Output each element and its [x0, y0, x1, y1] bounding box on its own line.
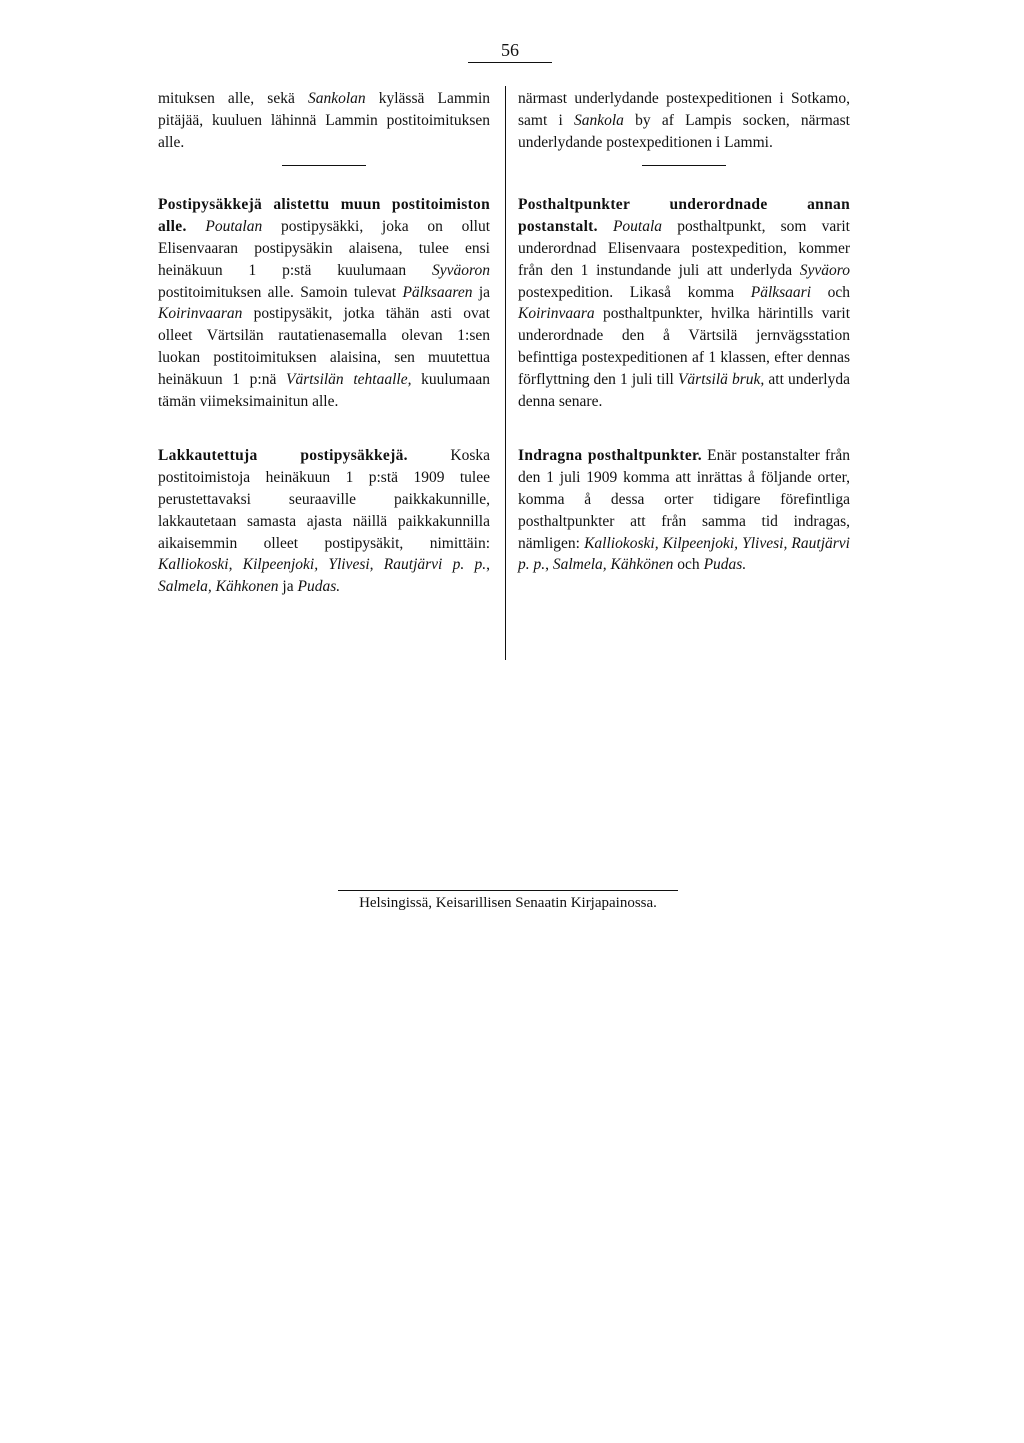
swedish-continuation-paragraph: närmast underlydande postexpeditionen i Sotkamo, samt i Sankola by af Lampis socken, närmast underlydande postexpeditionen i Lammi. — [518, 90, 850, 151]
finnish-column — [158, 88, 490, 598]
finnish-section-moved-stops: Postipysäkkejä alistettu muun postitoimiston alle. Poutalan postipysäkki, joka on ollut Elisenvaaran postipysäkin alaisena, tulee ensi heinäkuun 1 p:stä kuulumaan Syväoron postitoimituksen alle. Samoin tulevat Pälksaaren ja Koirinvaaran postipysäkit, jotka tähän asti ovat olleet Värtsilän rautatienasemalla olevan 1:sen luokan postitoimituksen alaisina, sen muutettua heinäkuun 1 p:nä Värtsilän tehtaalle, kuulumaan tämän viimeksimainitun alle. — [158, 196, 491, 410]
printer-imprint: Helsingissä, Keisarillisen Senaatin Kirjapainossa. — [338, 890, 678, 913]
finnish-continuation-paragraph: mituksen alle, sekä Sankolan kylässä Lammin pitäjää, kuuluen lähinnä Lammin postitoimituksen alle. — [158, 90, 490, 151]
page-number: 56 — [468, 40, 552, 63]
column-divider — [505, 86, 506, 660]
swedish-heading-moved-stops: Posthaltpunkter underordnade annan postanstalt. — [518, 196, 850, 236]
finnish-heading-closed-stops: Lakkautettuja postipysäkkejä. — [158, 447, 408, 465]
swedish-column — [518, 88, 850, 576]
swedish-section-moved-stops: Posthaltpunkter underordnade annan postanstalt. Poutala posthaltpunkt, som varit underordnad Elisenvaara postexpedition, kommer från den 1 instundande juli att underlyda Syväoro postexpedition. Likaså komma Pälksaari och Koirinvaara posthaltpunkter, hvilka härintills varit underordnade den å Värtsilä jernvägsstation befinttiga postexpeditionen af 1 klassen, efter dennas förflyttning den 1 juli till Värtsilä bruk, att underlyda denna senare. — [518, 196, 850, 410]
swedish-section-closed-stops: Indragna posthaltpunkter. Enär postanstalter från den 1 juli 1909 komma att inrättas å följande orter, komma å dessa orter tidigare förefintliga posthaltpunkter att från samma tid indragas, nämligen: Kalliokoski, Kilpeenjoki, Ylivesi, Rautjärvi p. p., Salmela, Kähkönen och Pudas. — [518, 447, 850, 574]
finnish-section-closed-stops: Lakkautettuja postipysäkkejä. Koska postitoimistoja heinäkuun 1 p:stä 1909 tulee perustettavaksi seuraaville paikkakunnille, lakkautetaan samasta ajasta näillä paikkakunnilla aikaisemmin olleet postipysäkit, nimittäin: Kalliokoski, Kilpeenjoki, Ylivesi, Rautjärvi p. p., Salmela, Kähkonen ja Pudas. — [158, 447, 490, 596]
finnish-heading-moved-stops: Postipysäkkejä alistettu muun postitoimiston alle. — [158, 196, 490, 236]
swedish-heading-closed-stops: Indragna posthaltpunkter. — [518, 447, 702, 465]
